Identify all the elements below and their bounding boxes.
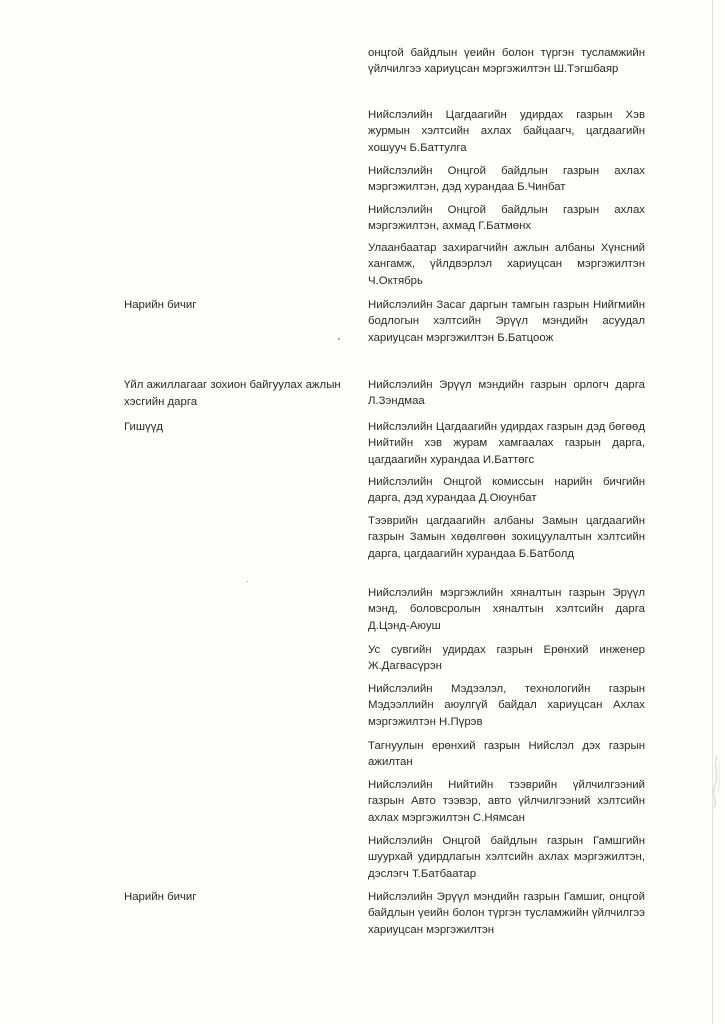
member-description: Нийслэлийн мэргэжлийн хяналтын газрын Эрүүл мэнд, боловсролын хяналтын хэлтсийн дарга Д.Цэнд-Аюуш — [368, 587, 645, 632]
member-description: Нийслэлийн Онцгой байдлын газрын ахлах мэргэжилтэн, ахмад Г.Батмөнх — [368, 204, 645, 233]
member-description: Тагнуулын ерөнхий газрын Нийслэл дэх газрын ажилтан — [368, 740, 645, 769]
page-edge-line — [712, 0, 713, 1024]
role-label-chair: Үйл ажиллагааг зохион байгуулах ажлын хэсгийн дарга — [124, 379, 341, 408]
role-label-secretary: Нарийн бичиг — [124, 299, 197, 311]
member-description: Тээврийн цагдаагийн албаны Замын цагдаагийн газрын Замын хөдөлгөөн зохицуулалтын хэлтсийн дарга, цагдаагийн хурандаа Б.Батболд — [368, 515, 645, 560]
member-description: онцгой байдлын үеийн болон түргэн тусламжийн үйлчилгээ хариуцсан мэргэжилтэн Ш.Тэгшбаяр — [368, 47, 645, 76]
member-description: Нийслэлийн Эрүүл мэндийн газрын орлогч дарга Л.Зэндмаа — [368, 379, 645, 408]
member-description: Нийслэлийн Онцгой байдлын газрын Гамшгийн шуурхай удирдлагын хэлтсийн ахлах мэргэжилтэн, дэслэгч Т.Батбаатар — [368, 835, 645, 880]
member-description: Ус сувгийн удирдах газрын Ерөнхий инженер Ж.Дагвасүрэн — [368, 644, 645, 673]
member-description: Нийслэлийн Эрүүл мэндийн газрын Гамшиг, онцгой байдлын үеийн болон түргэн тусламжийн үйлчилгээ хариуцсан мэргэжилтэн — [368, 891, 645, 936]
scan-edge-mark — [709, 755, 723, 810]
member-description: Нийслэлийн Онцгой комиссын нарийн бичгийн дарга, дэд хурандаа Д.Оюунбат — [368, 476, 645, 505]
member-description: Нийслэлийн Онцгой байдлын газрын ахлах мэргэжилтэн, дэд хурандаа Б.Чинбат — [368, 165, 645, 194]
role-label-secretary: Нарийн бичиг — [124, 891, 197, 903]
member-description: Нийслэлийн Мэдээлэл, технологийн газрын Мэдээллийн аюулгүй байдал хариуцсан Ахлах мэргэжилтэн Н.Пүрэв — [368, 683, 645, 728]
scan-speck — [247, 581, 248, 582]
member-description: Нийслэлийн Засаг даргын тамгын газрын Нийгмийн бодлогын хэлтсийн Эрүүл мэндийн асуудал хариуцсан мэргэжилтэн Б.Батцоож — [368, 299, 645, 344]
role-label-members: Гишүүд — [124, 421, 164, 433]
member-description: Нийслэлийн Цагдаагийн удирдах газрын Хэв журмын хэлтсийн ахлах байцаагч, цагдаагийн хошууч Б.Баттулга — [368, 109, 645, 154]
member-description: Нийслэлийн Цагдаагийн удирдах газрын дэд бөгөөд Нийтийн хэв журам хамгаалах газрын дарга, цагдаагийн хурандаа И.Баттөгс — [368, 421, 645, 466]
member-description: Улаанбаатар захирагчийн ажлын албаны Хүнсний хангамж, үйлдвэрлэл хариуцсан мэргэжилтэн Ч.Октябрь — [368, 242, 645, 287]
member-description: Нийслэлийн Нийтийн тээврийн үйлчилгээний газрын Авто тээвэр, авто үйлчилгээний хэлтсийн ахлах мэргэжилтэн С.Нямсан — [368, 779, 645, 824]
scan-speck — [338, 338, 340, 340]
